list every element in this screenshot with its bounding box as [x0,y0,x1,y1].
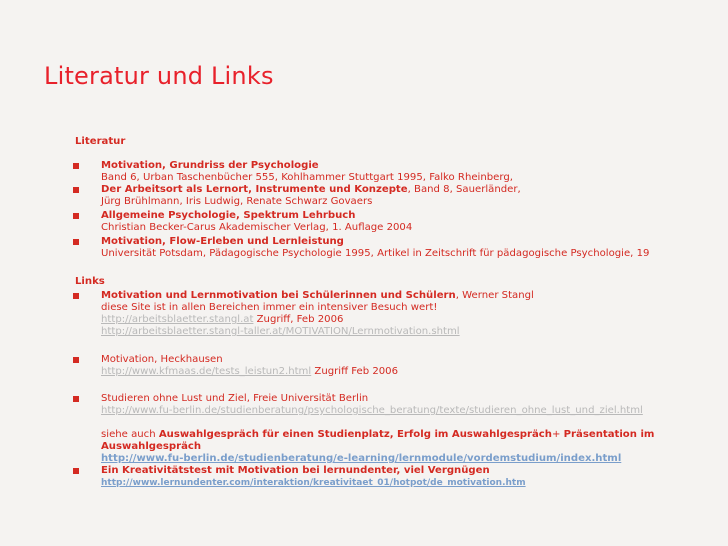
link-url[interactable]: http://www.kfmaas.de/tests_leistun2.html [101,366,312,377]
bullet-icon [73,468,79,474]
bullet-icon [73,357,79,363]
link-access-date: Zugriff, Feb 2006 [253,314,344,325]
literature-detail: Christian Becker-Carus Akademischer Verlag, 1. Auflage 2004 [101,222,413,233]
literature-detail: Universität Potsdam, Pädagogische Psychologie 1995, Artikel in Zeitschrift für pädagogische Psychologie, 19 [101,248,650,259]
bullet-icon [73,239,79,245]
see-also-link[interactable]: Auswahlgespräch für einen Studienplatz, Erfolg im Auswahlgespräch [158,429,552,440]
section-heading-literatur: Literatur [75,136,126,147]
link-title: Ein Kreativitätstest mit Motivation bei lernundenter, viel Vergnügen [101,465,490,476]
section-heading-links: Links [75,276,105,287]
bullet-icon [73,163,79,169]
link-title: Motivation und Lernmotivation bei Schülerinnen und Schülern [101,290,456,301]
slide-content: Literatur Motivation, Grundriss der Psychologie Band 6, Urban Taschenbücher 555, Kohlhammer Stuttgart 1995, Falko Rheinberg, Der Arbeitsort als Lernort, Instrumente und Konzepte, Band 8, Sauerländer, Jürg Brühlmann, Iris Ludwig, Renate Schwarz Govaers Allgemeine Psychologie, Spektrum Lehrbuch Christian Becker-Carus Akademischer Verlag, 1. Auflage 2004 Motivation, Flow-Erleben und Lernleistung Universität Potsdam, Pädagogische Psychologie 1995, Artikel in Zeitschrift für pädagogische Psychologie, 19 Links Motivation und Lernmotivation bei Schülerinnen und Schülern, Werner Stangl diese Site ist in allen Bereichen immer ein intensiver Besuch wert! http://arbeitsblaetter.stangl.at Zugriff, Feb 2006 http://arbeitsblaetter.stangl-taller.at/MOTIVATION/Lernmotivation.shtml Motivation, Heckhausen http://www.kfmaas.de/tests_leistun2.html Zugriff Feb 2006 Studieren ohne Lust und Ziel, Freie Universität Berlin http://www.fu-berlin.de/studienberatung/psychologische_beratung/texte/studieren_ohne_lust_und_ziel.html siehe auch Auswahlgespräch für einen Studienplatz, Erfolg im Auswahlgespräch+ Präsentation im Auswahlgespräch http://www.fu-berlin.de/studienberatung/e-learning/lernmodule/vordemstudium/index.html Ein Kreativitätstest mit Motivation bei lernundenter, viel Vergnügen http://www.lernundenter.com/interaktion/kreativitaet_01/hotpot/de_motivation.htm [0,0,728,546]
literature-title: Der Arbeitsort als Lernort, Instrumente und Konzepte [101,184,408,195]
link-author: , Werner Stangl [455,290,534,301]
literature-detail: Jürg Brühlmann, Iris Ludwig, Renate Schwarz Govaers [101,196,373,207]
link-note: diese Site ist in allen Bereichen immer ein intensiver Besuch wert! [101,302,438,313]
link-title: Motivation, Heckhausen [101,354,223,365]
bullet-icon [73,187,79,193]
literature-title: Allgemeine Psychologie, Spektrum Lehrbuch [101,210,356,221]
bullet-icon [73,396,79,402]
link-title: Studieren ohne Lust und Ziel, Freie Universität Berlin [101,393,369,404]
link-url[interactable]: http://arbeitsblaetter.stangl.at [101,314,254,325]
literature-title: Motivation, Flow-Erleben und Lernleistung [101,236,344,247]
see-also-link-2-cont[interactable]: Auswahlgespräch [101,441,202,452]
page-title: Literatur und Links [44,62,274,90]
literature-title: Motivation, Grundriss der Psychologie [101,160,319,171]
see-also-link-2[interactable]: Präsentation im [563,429,655,440]
link-access-date: Zugriff Feb 2006 [311,366,399,377]
bullet-icon [73,213,79,219]
literature-detail: Band 6, Urban Taschenbücher 555, Kohlhammer Stuttgart 1995, Falko Rheinberg, [101,172,513,183]
link-url[interactable]: http://www.lernundenter.com/interaktion/kreativitaet_01/hotpot/de_motivation.htm [101,478,526,488]
bullet-icon [73,293,79,299]
literature-detail: , Band 8, Sauerländer, [407,184,521,195]
link-url[interactable]: http://arbeitsblaetter.stangl-taller.at/MOTIVATION/Lernmotivation.shtml [101,326,460,337]
link-url[interactable]: http://www.fu-berlin.de/studienberatung/e-learning/lernmodule/vordemstudium/index.html [101,453,622,464]
see-also-prefix: siehe auch [101,429,159,440]
link-url[interactable]: http://www.fu-berlin.de/studienberatung/psychologische_beratung/texte/studieren_ohne_lust_und_ziel.html [101,405,643,416]
